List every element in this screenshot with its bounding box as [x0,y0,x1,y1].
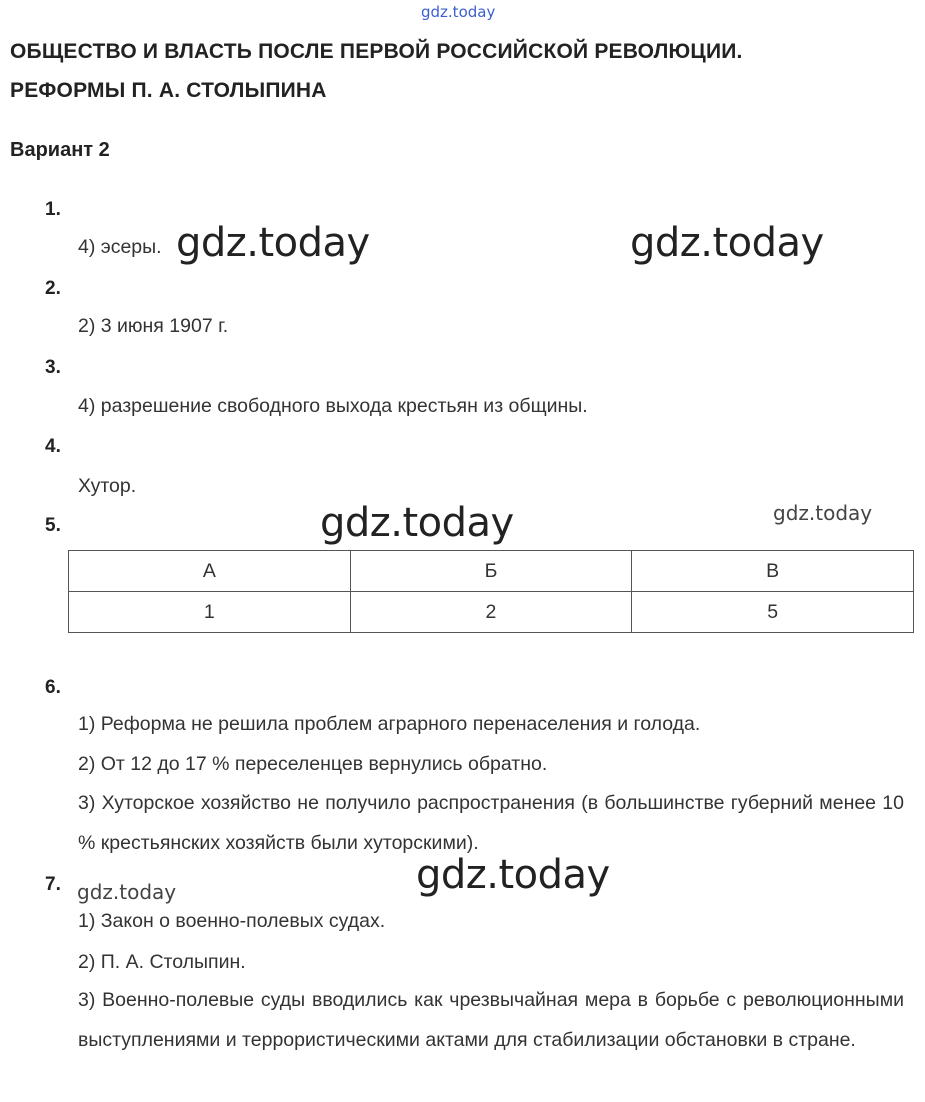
question-2-answer: 2) 3 июня 1907 г. [78,315,229,337]
question-3-number: 3. [45,357,61,378]
table-header-row [69,551,914,592]
question-4-answer: Хутор. [78,475,137,497]
page-title-line2: РЕФОРМЫ П. А. СТОЛЫПИНА [10,79,327,102]
page-title-line1: ОБЩЕСТВО И ВЛАСТЬ ПОСЛЕ ПЕРВОЙ РОССИЙСКОЙ РЕВОЛЮЦИИ. [10,40,743,63]
question-6-number: 6. [45,677,61,698]
table-header-cell: А [69,551,351,592]
variant-label: Вариант 2 [10,139,110,161]
table-cell: 2 [350,592,632,633]
question-6-item-3: 3) Хуторское хозяйство не получило распространения (в большинстве губерний менее 10 % крестьянских хозяйств были хуторскими). [78,792,904,854]
question-7-item-3: 3) Военно-полевые суды вводились как чрезвычайная мера в борьбе с революционными выступлениями и террористическими актами для стабилизации обстановки в стране. [78,989,904,1051]
question-1-number: 1. [45,199,61,220]
question-7-item-1: 1) Закон о военно-полевых судах. [78,910,386,932]
question-7-item-2: 2) П. А. Столыпин. [78,951,246,973]
watermark-2: gdz.today [630,220,824,266]
question-4-number: 4. [45,436,61,457]
question-3-answer: 4) разрешение свободного выхода крестьян из общины. [78,395,588,417]
table-cell: 5 [632,592,914,633]
watermark-3: gdz.today [320,500,514,546]
answer-table [68,550,914,633]
watermark-5: gdz.today [77,880,177,904]
table-row [69,592,914,633]
watermark-6: gdz.today [416,852,610,898]
watermark-4: gdz.today [773,501,873,525]
question-2-number: 2. [45,278,61,299]
table-header-cell: Б [350,551,632,592]
watermark-top: gdz.today [421,3,496,21]
question-6-item-2: 2) От 12 до 17 % переселенцев вернулись обратно. [78,753,548,775]
question-6-item-1: 1) Реформа не решила проблем аграрного перенаселения и голода. [78,713,701,735]
table-header-cell: В [632,551,914,592]
watermark-1: gdz.today [176,220,370,266]
question-7-number: 7. [45,874,61,895]
question-1-answer: 4) эсеры. [78,236,162,258]
question-5-number: 5. [45,515,61,536]
table-cell: 1 [69,592,351,633]
